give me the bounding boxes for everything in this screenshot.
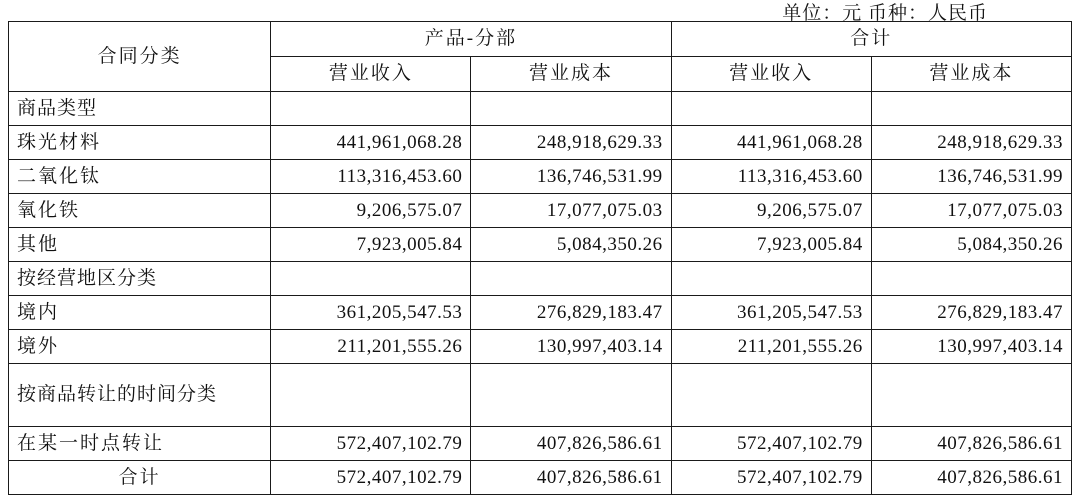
row-label: 境内 — [9, 296, 271, 330]
row-value: 407,826,586.61 — [871, 427, 1071, 461]
table-row — [9, 296, 1072, 330]
table-body — [9, 92, 1072, 495]
row-value: 276,829,183.47 — [871, 296, 1071, 330]
header-group-total: 合计 — [671, 22, 1071, 57]
table-row — [9, 194, 1072, 228]
row-value: 113,316,453.60 — [271, 160, 471, 194]
row-value: 572,407,102.79 — [671, 427, 871, 461]
row-value: 17,077,075.03 — [471, 194, 671, 228]
table-row — [9, 461, 1072, 495]
row-label: 在某一时点转让 — [9, 427, 271, 461]
row-value — [271, 92, 471, 126]
row-value — [871, 262, 1071, 296]
table-row — [9, 330, 1072, 364]
row-value: 211,201,555.26 — [671, 330, 871, 364]
row-value: 130,997,403.14 — [471, 330, 671, 364]
table-row — [9, 160, 1072, 194]
row-value: 113,316,453.60 — [671, 160, 871, 194]
row-label: 氧化铁 — [9, 194, 271, 228]
header-col-revenue-product: 营业收入 — [271, 57, 471, 92]
row-value: 407,826,586.61 — [471, 461, 671, 495]
row-value — [471, 262, 671, 296]
row-value: 361,205,547.53 — [671, 296, 871, 330]
row-value: 572,407,102.79 — [271, 427, 471, 461]
row-value — [271, 364, 471, 427]
row-label: 按商品转让的时间分类 — [9, 364, 271, 427]
row-value — [671, 364, 871, 427]
header-contract-category: 合同分类 — [9, 22, 271, 92]
row-value: 276,829,183.47 — [471, 296, 671, 330]
row-label: 合计 — [9, 461, 271, 495]
row-value — [871, 364, 1071, 427]
row-value: 17,077,075.03 — [871, 194, 1071, 228]
row-value — [671, 92, 871, 126]
header-col-cost-total: 营业成本 — [871, 57, 1071, 92]
row-label: 二氧化钛 — [9, 160, 271, 194]
unit-currency-note: 单位：元 币种：人民币 — [782, 3, 988, 24]
table-row — [9, 126, 1072, 160]
row-value — [471, 92, 671, 126]
row-value — [471, 364, 671, 427]
row-value: 9,206,575.07 — [671, 194, 871, 228]
row-value: 361,205,547.53 — [271, 296, 471, 330]
row-value: 248,918,629.33 — [471, 126, 671, 160]
row-label: 其他 — [9, 228, 271, 262]
table-row — [9, 262, 1072, 296]
revenue-breakdown-table — [8, 21, 1072, 495]
row-value: 7,923,005.84 — [671, 228, 871, 262]
row-value: 136,746,531.99 — [871, 160, 1071, 194]
header-row-groups — [9, 22, 1072, 57]
table-row — [9, 228, 1072, 262]
row-value: 572,407,102.79 — [271, 461, 471, 495]
header-col-cost-product: 营业成本 — [471, 57, 671, 92]
row-label: 境外 — [9, 330, 271, 364]
row-label: 商品类型 — [9, 92, 271, 126]
row-value — [671, 262, 871, 296]
row-value: 407,826,586.61 — [471, 427, 671, 461]
row-label: 按经营地区分类 — [9, 262, 271, 296]
table-row — [9, 364, 1072, 427]
table-row — [9, 427, 1072, 461]
row-value: 5,084,350.26 — [471, 228, 671, 262]
row-value: 7,923,005.84 — [271, 228, 471, 262]
row-value: 130,997,403.14 — [871, 330, 1071, 364]
row-value: 211,201,555.26 — [271, 330, 471, 364]
row-value: 9,206,575.07 — [271, 194, 471, 228]
row-value: 407,826,586.61 — [871, 461, 1071, 495]
row-value — [271, 262, 471, 296]
table-header — [9, 22, 1072, 92]
row-value: 136,746,531.99 — [471, 160, 671, 194]
row-value: 572,407,102.79 — [671, 461, 871, 495]
row-value: 441,961,068.28 — [671, 126, 871, 160]
row-value: 441,961,068.28 — [271, 126, 471, 160]
header-group-product-segment: 产品-分部 — [271, 22, 671, 57]
header-col-revenue-total: 营业收入 — [671, 57, 871, 92]
row-label: 珠光材料 — [9, 126, 271, 160]
row-value: 248,918,629.33 — [871, 126, 1071, 160]
row-value: 5,084,350.26 — [871, 228, 1071, 262]
table-row — [9, 92, 1072, 126]
row-value — [871, 92, 1071, 126]
